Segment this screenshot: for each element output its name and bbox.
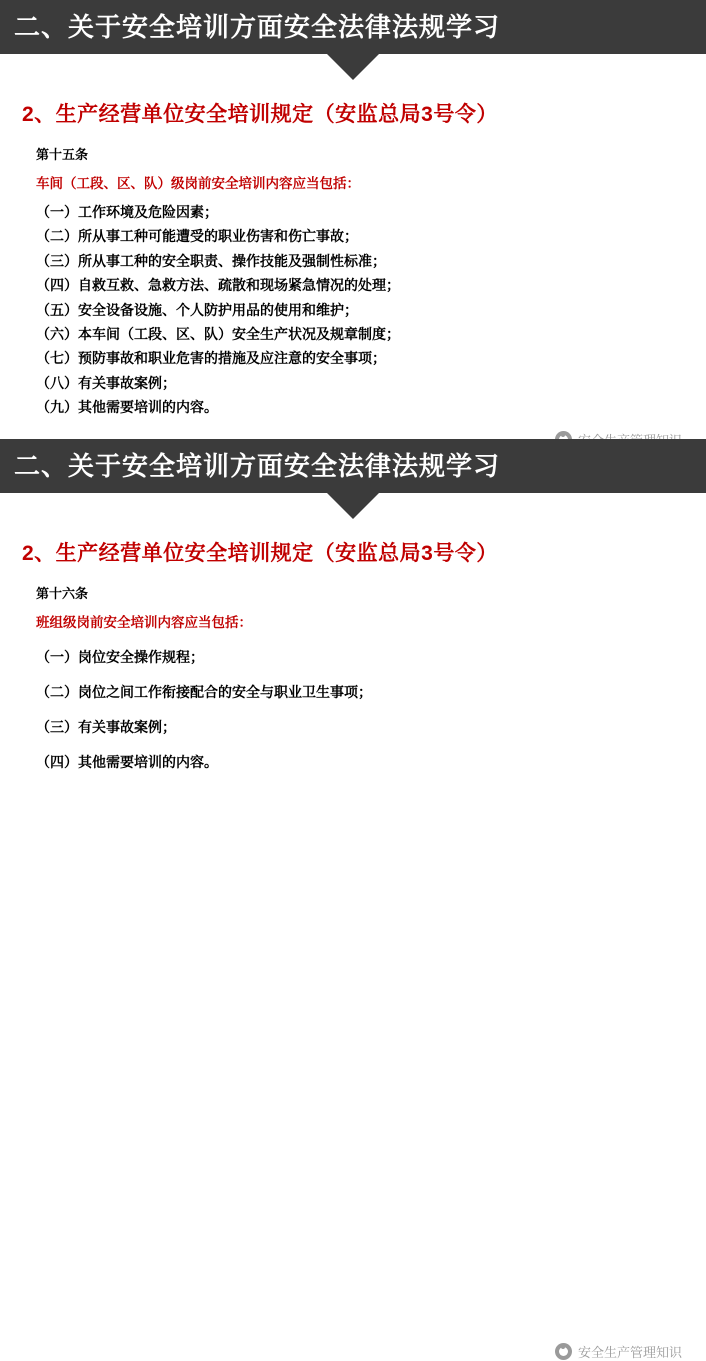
down-arrow-icon — [327, 54, 379, 80]
list-item: （四）自救互救、急救方法、疏散和现场紧急情况的处理； — [36, 277, 400, 294]
slide-2-arrow-container — [0, 493, 706, 519]
list-item: （七）预防事故和职业危害的措施及应注意的安全事项； — [36, 350, 386, 367]
slide-1-banner-title: 二、关于安全培训方面安全法律法规学习 — [14, 12, 501, 42]
list-item: （八）有关事故案例； — [36, 374, 176, 391]
slide-2-banner-title: 二、关于安全培训方面安全法律法规学习 — [14, 450, 501, 481]
down-arrow-icon — [327, 493, 379, 519]
list-item: （六）本车间（工段、区、队）安全生产状况及规章制度； — [36, 325, 400, 342]
slide-2-body — [0, 573, 706, 780]
slide-1-lead-text: 车间（工段、区、队）级岗前安全培训内容应当包括： — [36, 176, 360, 191]
slide-1-arrow-container — [0, 54, 706, 80]
slide-1-subtitle: 2、生产经营单位安全培训规定（安监总局3号令） — [22, 103, 498, 126]
wechat-account-icon — [555, 1343, 572, 1360]
slide-2-subtitle: 2、生产经营单位安全培训规定（安监总局3号令） — [22, 541, 498, 565]
watermark-label: 安全生产管理知识 — [577, 1344, 682, 1360]
slide-1 — [0, 0, 706, 431]
list-item: （一）岗位安全操作规程； — [36, 648, 204, 665]
slide-1-body — [0, 134, 706, 419]
slide-2-article-number: 第十六条 — [36, 585, 89, 601]
list-item: （九）其他需要培训的内容。 — [36, 399, 218, 416]
slide-1-banner — [0, 0, 706, 54]
list-item: （一）工作环境及危险因素； — [36, 204, 218, 220]
list-item: （三）有关事故案例； — [36, 718, 176, 735]
slide-2-banner — [0, 439, 706, 493]
slide-2-lead-text: 班组级岗前安全培训内容应当包括： — [36, 614, 252, 630]
list-item: （三）所从事工种的安全职责、操作技能及强制性标准； — [36, 252, 386, 269]
list-item: （二）所从事工种可能遭受的职业伤害和伤亡事故； — [36, 228, 358, 245]
list-item: （四）其他需要培训的内容。 — [36, 753, 218, 770]
list-item: （五）安全设备设施、个人防护用品的使用和维护； — [36, 301, 358, 318]
list-item: （二）岗位之间工作衔接配合的安全与职业卫生事项； — [36, 683, 372, 700]
slide-1-article-number: 第十五条 — [36, 147, 89, 162]
watermark-2 — [555, 1342, 682, 1361]
slide-2 — [0, 439, 706, 1360]
